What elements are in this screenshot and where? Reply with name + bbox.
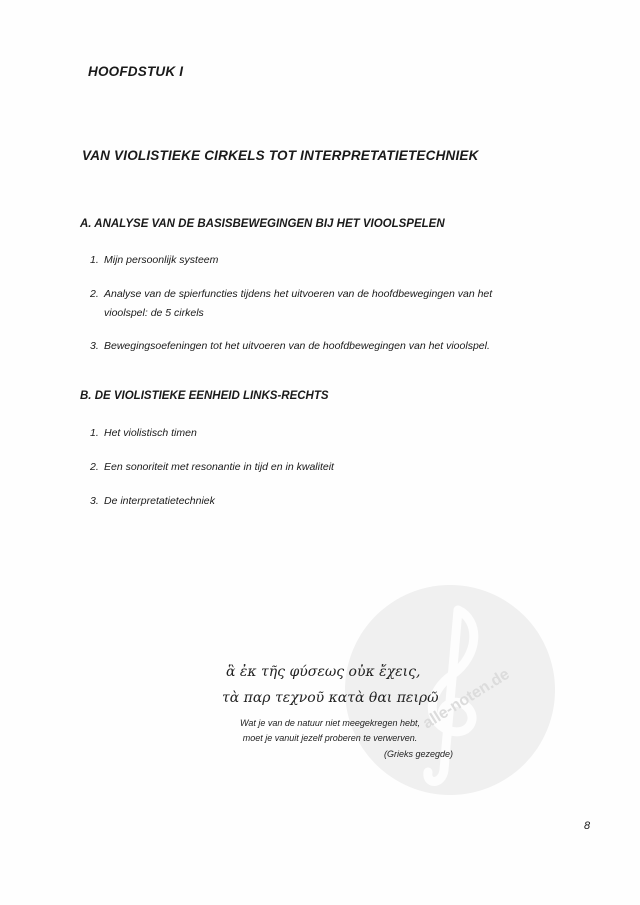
greek-epigraph-line-2: τὰ παρ τεχνοῦ κατὰ θαι πειρῶ — [222, 690, 439, 706]
item-text: Mijn persoonlijk systeem — [104, 254, 219, 266]
quote-line-2: moet je vanuit jezelf proberen te verwerven. — [242, 733, 418, 743]
item-text-continued: vioolspel: de 5 cirkels — [104, 307, 204, 319]
chapter-heading: HOOFDSTUK I — [88, 64, 184, 79]
item-text: Een sonoriteit met resonantie in tijd en in kwaliteit — [104, 461, 334, 473]
section-a-item-1 — [90, 251, 550, 270]
item-number: 2. — [90, 461, 99, 473]
item-number: 2. — [90, 288, 99, 300]
item-number: 1. — [90, 427, 99, 439]
item-text: De interpretatietechniek — [104, 495, 215, 507]
section-a-item-2 — [90, 285, 550, 323]
quote-attribution: (Grieks gezegde) — [384, 749, 454, 759]
chapter-title: VAN VIOLISTIEKE CIRKELS TOT INTERPRETATIETECHNIEK — [82, 148, 479, 163]
section-b-item-3 — [90, 492, 550, 511]
section-a-heading: A. ANALYSE VAN DE BASISBEWEGINGEN BIJ HET VIOOLSPELEN — [80, 218, 445, 230]
watermark-text: alle-noten.de — [420, 665, 513, 733]
section-b-item-1 — [90, 424, 550, 443]
item-text: Analyse van de spierfuncties tijdens het uitvoeren van de hoofdbewegingen van het — [104, 288, 493, 300]
section-a-item-3 — [90, 337, 550, 356]
item-text: Het violistisch timen — [104, 427, 197, 439]
item-number: 1. — [90, 254, 99, 266]
page-number: 8 — [584, 820, 591, 832]
item-text: Bewegingsoefeningen tot het uitvoeren van de hoofdbewegingen van het vioolspel. — [104, 340, 490, 352]
item-number: 3. — [90, 340, 99, 352]
item-number: 3. — [90, 495, 99, 507]
greek-epigraph-line-1: ἃ ἐκ τῆς φύσεως οὐκ ἔχεις, — [226, 664, 421, 680]
quote-line-1: Wat je van de natuur niet meegekregen hebt, — [240, 718, 420, 728]
section-b-heading: B. DE VIOLISTIEKE EENHEID LINKS-RECHTS — [80, 390, 329, 402]
section-b-item-2 — [90, 458, 550, 477]
